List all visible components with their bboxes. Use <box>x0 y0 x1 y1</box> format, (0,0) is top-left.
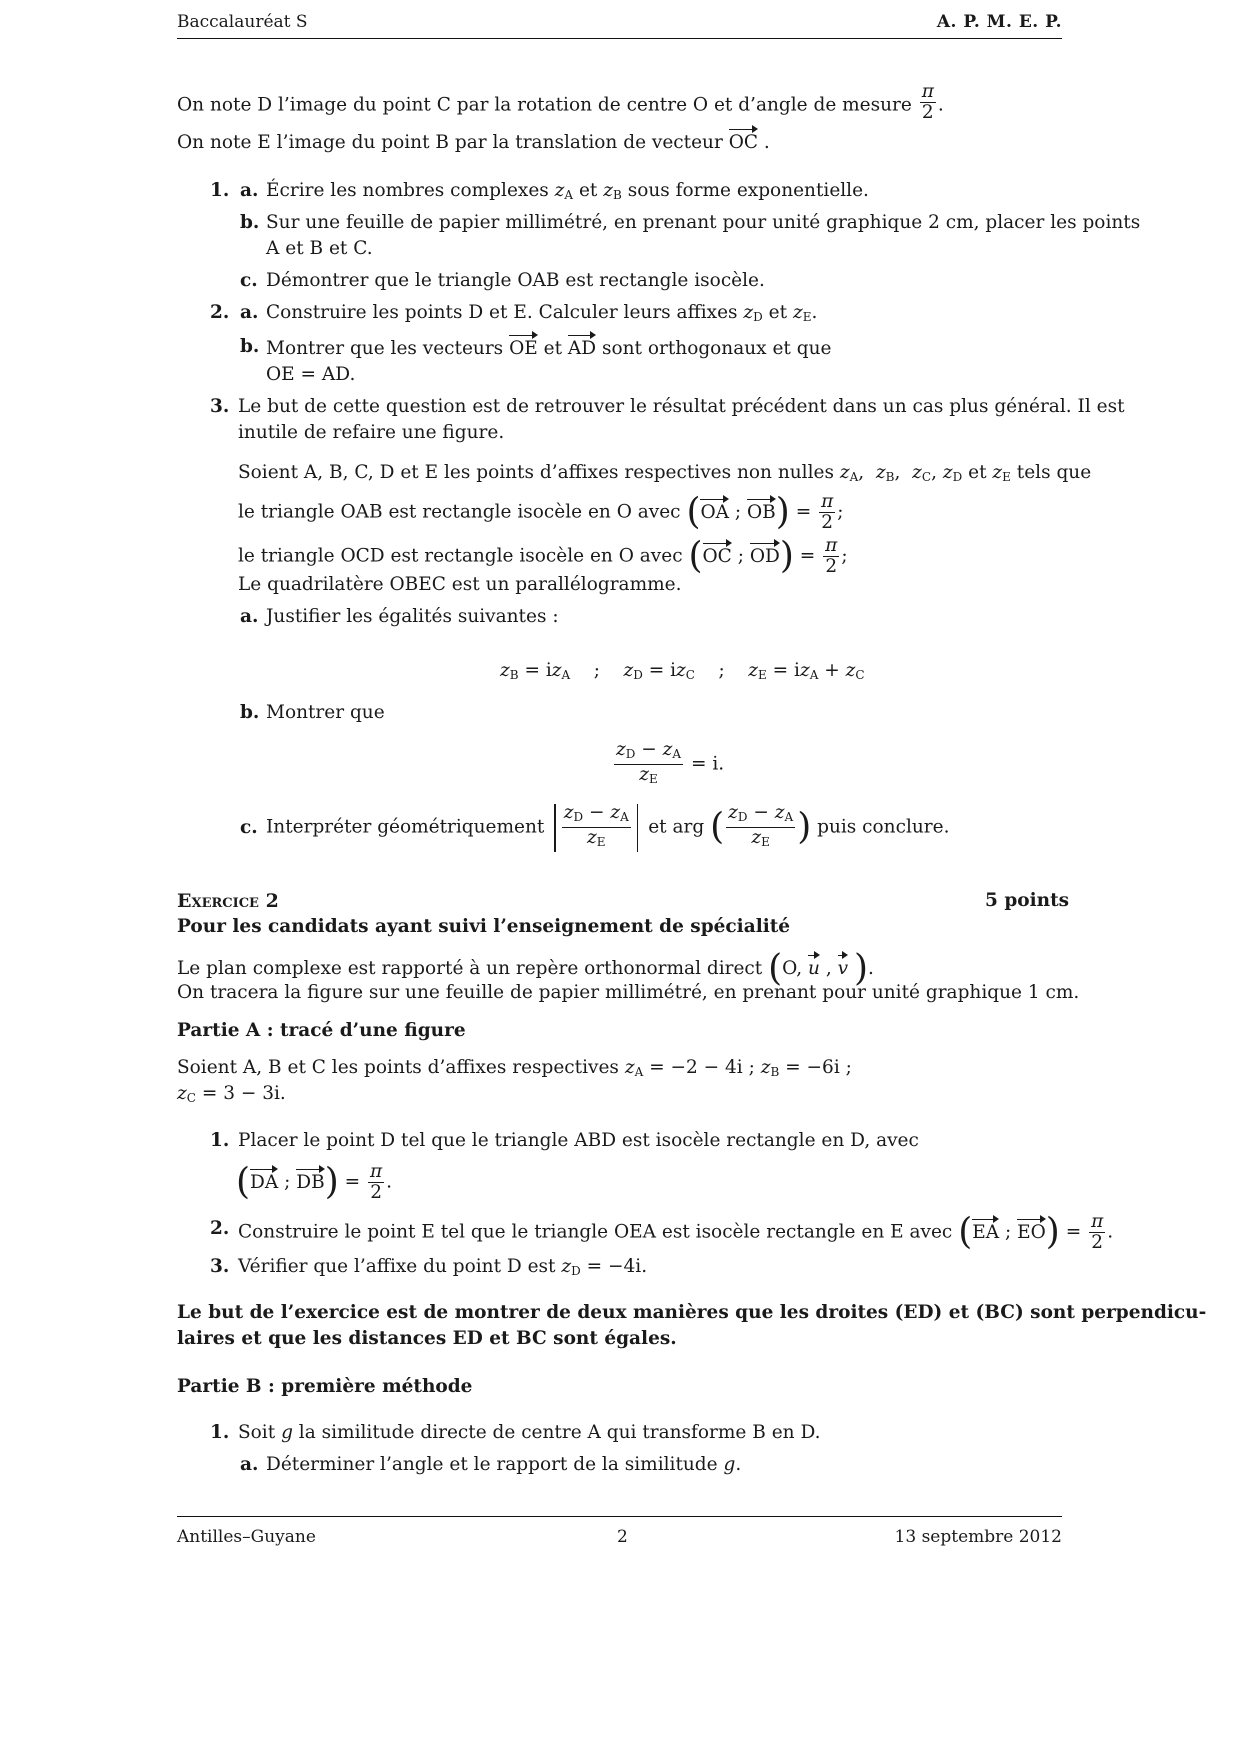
ex2-b1-number: 1. <box>210 1422 230 1443</box>
ex2-b1: Soit g la similitude directe de centre A qui transforme B en D. <box>238 1422 821 1443</box>
ex2-a1-number: 1. <box>210 1130 230 1151</box>
ex2-points: 5 points <box>985 890 1070 911</box>
q3a-equalities: $z_B = iz_A$ ; $z_D = iz_C$ ; $z_E = iz_A + z_C$ <box>500 660 865 682</box>
pi-over-2: $\frac{\pi}{2}$ <box>921 81 934 123</box>
ex2-partB: Partie B : première méthode <box>177 1376 473 1397</box>
ex2-plan: Le plan complexe est rapporté à un repère orthonormal direct (O, u , v ). <box>177 948 874 989</box>
q3c-label: c. <box>240 817 258 838</box>
ex2-soient: Soient A, B et C les points d’affixes respectives $z_A = -2 - 4i$ ; $z_B = -6i$ ; <box>177 1057 852 1079</box>
q3-tri1: le triangle OAB est rectangle isocèle en O avec (OA ; OB) = $\frac{\pi}{2}$ ; <box>238 491 844 533</box>
footer-right: 13 septembre 2012 <box>894 1527 1062 1547</box>
q3b-formula: $\frac{z_D - z_A}{z_E}$ = i. <box>616 739 725 786</box>
q2b-label: b. <box>240 336 260 357</box>
ex2-partA: Partie A : tracé d’une figure <box>177 1020 466 1041</box>
ex2-a2-number: 2. <box>210 1218 230 1239</box>
q3-text1: Le but de cette question est de retrouver le résultat précédent dans un cas plus général. Il est <box>238 396 1125 417</box>
q2b-text: Montrer que les vecteurs OE et AD sont orthogonaux et que <box>266 334 831 362</box>
q3c-text: Interpréter géométriquement $\frac{z_D - z_A}{z_E}$ et arg ( $\frac{z_D - z_A}{z_E}$ ) puis conclure. <box>266 803 949 852</box>
q3b-text: Montrer que <box>266 702 385 723</box>
intro-line-2: On note E l’image du point B par la translation de vecteur OC . <box>177 128 770 156</box>
ex2-b1a-label: a. <box>240 1454 259 1475</box>
q2-number: 2. <box>210 302 230 323</box>
intro-line-1: On note D l’image du point C par la rotation de centre O et d’angle de mesure $\frac{\pi}{2}$ . <box>177 81 944 123</box>
q2a-label: a. <box>240 302 259 323</box>
q1b-text: Sur une feuille de papier millimétré, en prenant pour unité graphique 2 cm, placer les points <box>266 212 1141 233</box>
page-number: 2 <box>617 1527 628 1547</box>
ex2-goal-2: laires et que les distances ED et BC sont égales. <box>177 1328 677 1349</box>
ex2-goal-1: Le but de l’exercice est de montrer de deux manières que les droites (ED) et (BC) sont perpendicu- <box>177 1302 1207 1323</box>
q1a-text: Écrire les nombres complexes $z_A$ et $z_B$ sous forme exponentielle. <box>266 180 869 202</box>
q3a-label: a. <box>240 606 259 627</box>
ex2-a3: Vérifier que l’affixe du point D est $z_D = -4i$. <box>238 1256 648 1278</box>
page-header <box>177 12 1062 39</box>
ex2-title: Exercice 2 <box>177 890 279 912</box>
q1b-text2: A et B et C. <box>266 238 373 259</box>
ex2-subtitle: Pour les candidats ayant suivi l’enseignement de spécialité <box>177 916 791 937</box>
q3b-label: b. <box>240 702 260 723</box>
ex2-zc: $z_C = 3 - 3i$. <box>177 1083 286 1105</box>
ex2-a3-number: 3. <box>210 1256 230 1277</box>
q3-text2: inutile de refaire une figure. <box>238 422 505 443</box>
q3a-text: Justifier les égalités suivantes : <box>266 606 559 627</box>
q1-number: 1. <box>210 180 230 201</box>
header-left: Baccalauréat S <box>177 12 308 32</box>
q3-tri2: le triangle OCD est rectangle isocèle en O avec (OC ; OD) = $\frac{\pi}{2}$ ; <box>238 535 848 577</box>
q1c-text: Démontrer que le triangle OAB est rectangle isocèle. <box>266 270 765 291</box>
q3-quad: Le quadrilatère OBEC est un parallélogramme. <box>238 574 682 595</box>
q2b-text3: OE = AD. <box>266 364 356 385</box>
q1b-label: b. <box>240 212 260 233</box>
q3-number: 3. <box>210 396 230 417</box>
header-right: A. P. M. E. P. <box>936 12 1062 32</box>
ex2-a1: Placer le point D tel que le triangle ABD est isocèle rectangle en D, avec <box>238 1130 919 1151</box>
ex2-a2: Construire le point E tel que le triangle OEA est isocèle rectangle en E avec (EA ; EO) = $\frac{\pi}{2}$ . <box>238 1211 1114 1253</box>
ex2-b1a: Déterminer l’angle et le rapport de la similitude g. <box>266 1454 742 1475</box>
q2a-text: Construire les points D et E. Calculer leurs affixes $z_D$ et $z_E$. <box>266 302 818 324</box>
q1a-label: a. <box>240 180 259 201</box>
q3-soient: Soient A, B, C, D et E les points d’affixes respectives non nulles $z_A$, $z_B$, $z_C$, $z_D$ et $z_E$ tels que <box>238 462 1092 484</box>
footer-left: Antilles–Guyane <box>177 1527 316 1547</box>
ex2-a1-angle: (DA ; DB) = $\frac{\pi}{2}$ . <box>236 1161 393 1203</box>
ex2-figure: On tracera la figure sur une feuille de papier millimétré, en prenant pour unité graphique 1 cm. <box>177 982 1080 1003</box>
page-footer <box>177 1516 1062 1547</box>
q1c-label: c. <box>240 270 258 291</box>
